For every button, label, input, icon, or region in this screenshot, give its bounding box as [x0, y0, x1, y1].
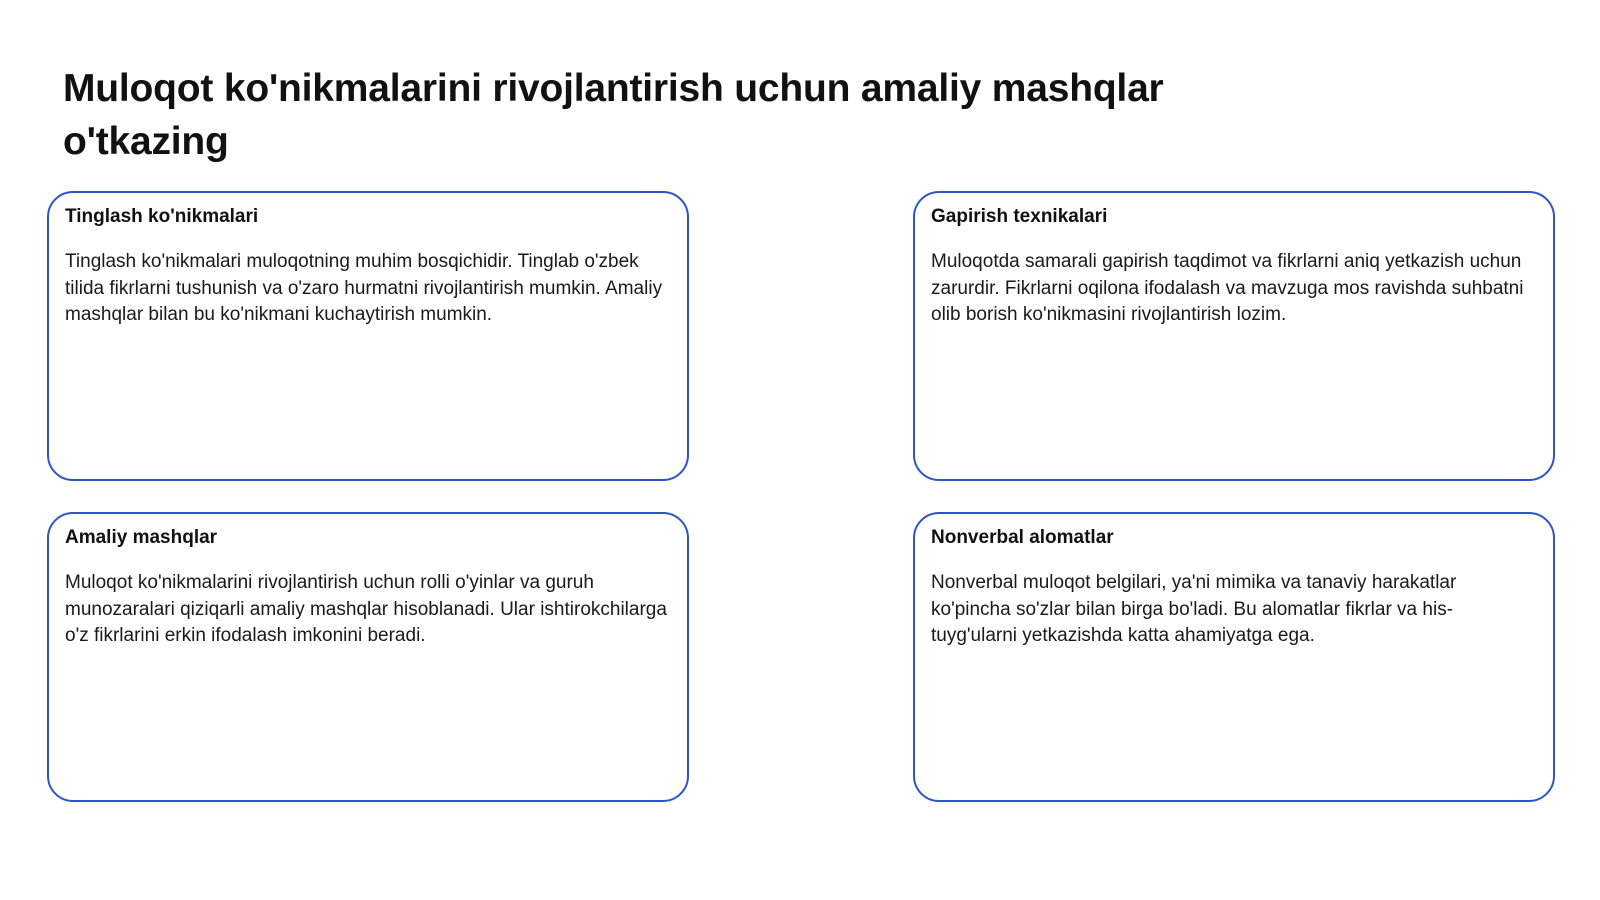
card-text: Muloqotda samarali gapirish taqdimot va fikrlarni aniq yetkazish uchun zarurdir. Fikrlarni oqilona ifodalash va mavzuga mos ravishda suhbatni olib borish ko'nikmasini rivojlantirish lozim. [931, 251, 1524, 325]
card-heading: Tinglash ko'nikmalari [65, 206, 259, 227]
card-practical-exercises [47, 512, 689, 802]
card-speaking-techniques [913, 191, 1555, 481]
card-text: Nonverbal muloqot belgilari, ya'ni mimika va tanaviy harakatlar ko'pincha so'zlar bilan birga bo'ladi. Bu alomatlar fikrlar va his-tuyg'ularni yetkazishda katta ahamiyatga ega. [931, 572, 1457, 646]
card-nonverbal-signs [913, 512, 1555, 802]
slide-title-line-2: o'tkazing [63, 120, 229, 163]
slide-title-line-1: Muloqot ko'nikmalarini rivojlantirish uchun amaliy mashqlar [63, 67, 1164, 110]
slide-title [63, 62, 1223, 168]
card-text: Tinglash ko'nikmalari muloqotning muhim bosqichidir. Tinglab o'zbek tilida fikrlarni tushunish va o'zaro hurmatni rivojlantirish mumkin. Amaliy mashqlar bilan bu ko'nikmani kuchaytirish mumkin. [65, 251, 663, 325]
card-heading: Amaliy mashqlar [65, 527, 218, 548]
card-listening-skills [47, 191, 689, 481]
card-heading: Nonverbal alomatlar [931, 527, 1114, 548]
card-text: Muloqot ko'nikmalarini rivojlantirish uchun rolli o'yinlar va guruh munozaralari qiziqarli amaliy mashqlar hisoblanadi. Ular ishtirokchilarga o'z fikrlarini erkin ifodalash imkonini beradi. [65, 572, 667, 646]
card-heading: Gapirish texnikalari [931, 206, 1108, 227]
